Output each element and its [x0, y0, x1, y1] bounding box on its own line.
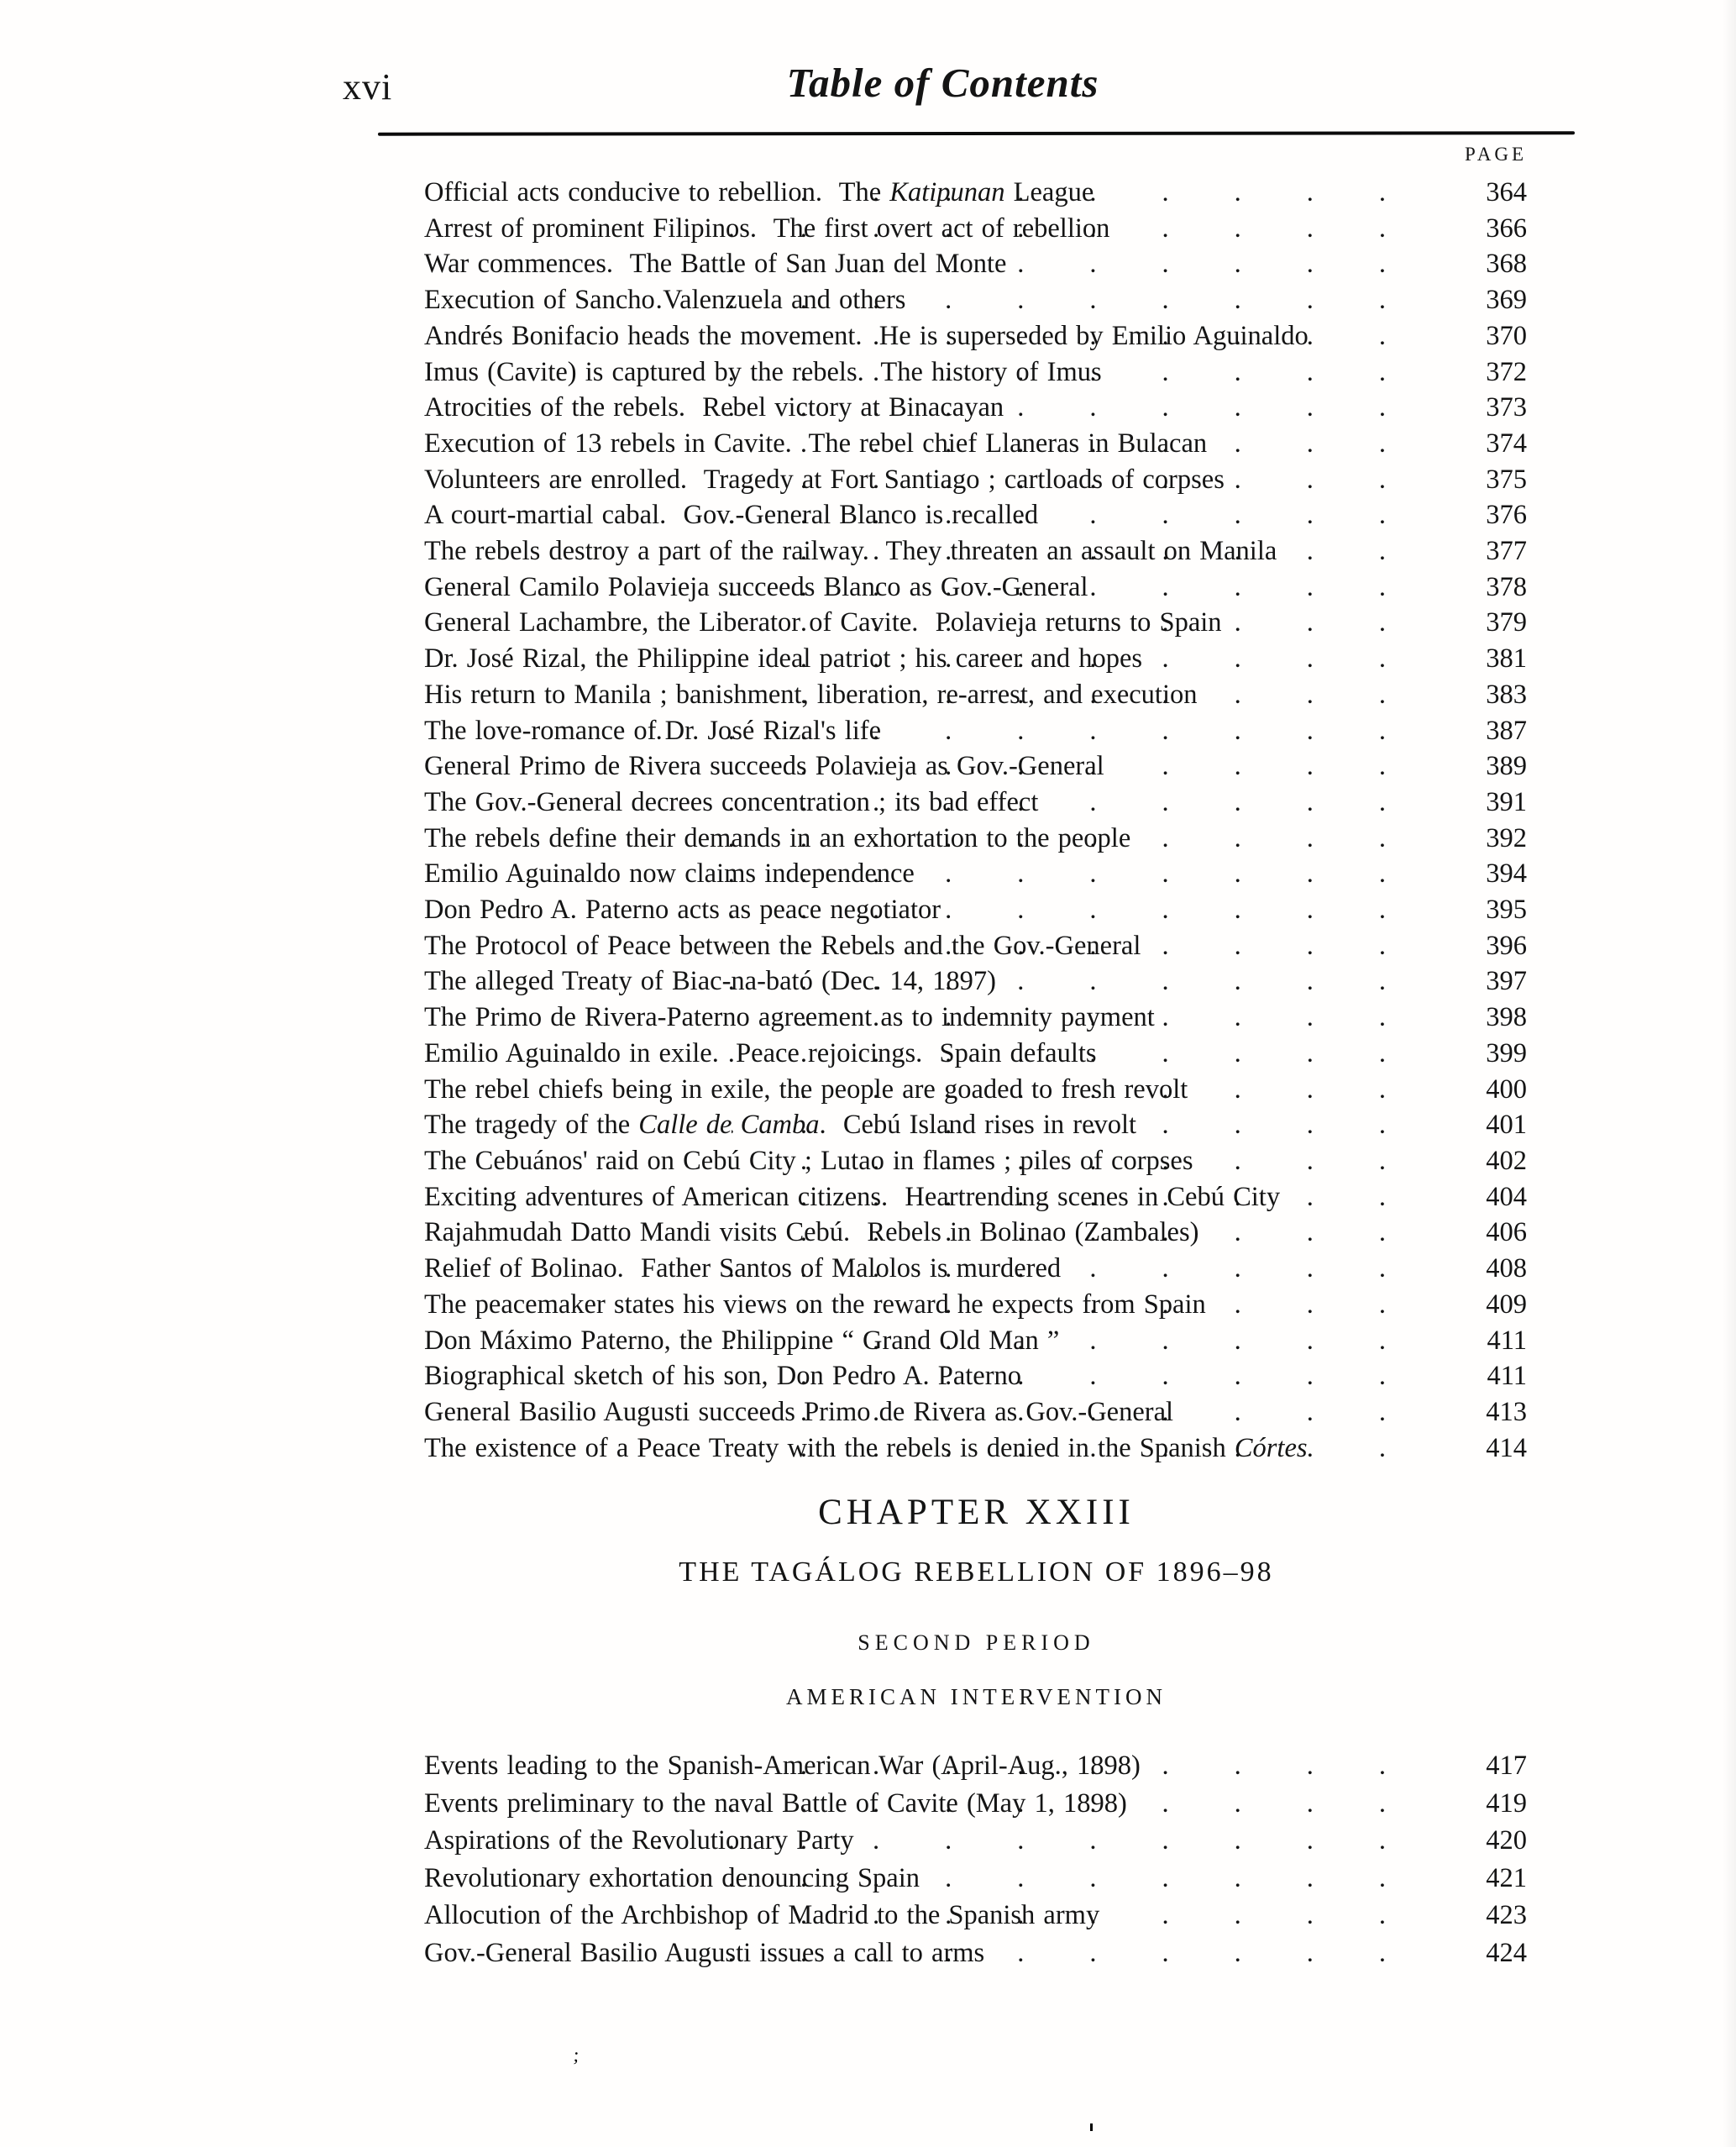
toc-entry-text: Execution of Sancho Valenzuela and others: [424, 285, 906, 316]
toc-entry-page-number: 392: [1486, 822, 1527, 853]
toc-entry-text: Exciting adventures of American citizens. Heartrending scenes in Cebú City: [424, 1181, 1281, 1212]
toc-entry: [424, 1785, 1527, 1823]
toc-entry: [424, 641, 1527, 677]
toc-entry-text: Events leading to the Spanish-American War (April-Aug., 1898): [424, 1751, 1141, 1781]
dot-leader: [719, 175, 1451, 211]
folio-page-number: xvi: [343, 66, 393, 108]
toc-entry-page-number: 370: [1486, 320, 1527, 351]
toc-entry: [424, 1897, 1527, 1934]
toc-entry-page-number: 374: [1486, 428, 1527, 459]
toc-entry-page-number: 421: [1486, 1862, 1527, 1893]
toc-entry-page-number: 366: [1486, 213, 1527, 244]
toc-entry: [424, 282, 1527, 318]
toc-entry-page-number: 373: [1486, 392, 1527, 423]
toc-entry-text: The peacemaker states his views on the reward he expects from Spain: [424, 1289, 1206, 1320]
toc-entry-text: Execution of 13 rebels in Cavite. The rebel chief Llaneras in Bulacan: [424, 428, 1208, 459]
dot-leader: [747, 1143, 1451, 1179]
dot-leader: [771, 1179, 1451, 1215]
toc-entry-page-number: 423: [1486, 1900, 1527, 1931]
toc-entry-page-number: 396: [1486, 930, 1527, 961]
dot-leader: [737, 1000, 1451, 1036]
toc-entry-text: General Basilio Augusti succeeds Primo de Rivera as Gov.-General: [424, 1396, 1174, 1427]
toc-entry-text: General Camilo Polavieja succeeds Blanco as Gov.-General: [424, 571, 1088, 602]
dot-leader: [721, 748, 1451, 785]
toc-entry-text: His return to Manila ; banishment, liberation, re-arrest, and execution: [424, 679, 1198, 710]
toc-entry: [424, 1107, 1527, 1143]
toc-entry: [424, 928, 1527, 964]
dot-leader: [721, 1897, 1451, 1934]
dot-leader: [742, 1394, 1451, 1430]
header-rule-divider: [378, 131, 1575, 135]
dot-leader: [661, 1860, 1451, 1898]
toc-entry-page-number: 369: [1486, 285, 1527, 316]
dot-leader: [756, 605, 1451, 641]
toc-entry-page-number: 377: [1486, 536, 1527, 567]
dot-leader: [752, 426, 1451, 462]
toc-entry-page-number: 419: [1486, 1787, 1527, 1819]
toc-entry-page-number: 420: [1486, 1825, 1527, 1856]
toc-entry-page-number: 379: [1486, 607, 1527, 638]
toc-entry-page-number: 391: [1486, 786, 1527, 817]
toc-entry-page-number: 381: [1486, 643, 1527, 675]
toc-entry-page-number: 368: [1486, 249, 1527, 280]
toc-chapter-list: [424, 1747, 1527, 1972]
toc-entry: [424, 1394, 1527, 1430]
dot-leader: [751, 1287, 1451, 1323]
toc-entry: [424, 570, 1527, 606]
toc-entry: [424, 1179, 1527, 1215]
dot-leader: [688, 963, 1451, 1000]
toc-entry-page-number: 383: [1486, 679, 1527, 710]
dot-leader: [716, 570, 1451, 606]
toc-entry-text: Volunteers are enrolled. Tragedy at Fort Santiago ; cartloads of corpses: [424, 464, 1225, 495]
toc-entry-text: Allocution of the Archbishop of Madrid to the Spanish army: [424, 1900, 1100, 1931]
toc-entry-page-number: 375: [1486, 464, 1527, 495]
toc-entry-text: Andrés Bonifacio heads the movement. He is superseded by Emilio Aguinaldo: [424, 320, 1309, 351]
dot-leader: [657, 282, 1451, 318]
toc-entry-text: The love-romance of Dr. José Rizal's life: [424, 715, 881, 746]
dot-leader: [684, 1934, 1451, 1972]
toc-entry-page-number: 394: [1486, 858, 1527, 890]
dot-leader: [695, 1358, 1451, 1394]
dot-leader: [732, 1107, 1451, 1143]
dot-leader: [637, 1822, 1451, 1860]
toc-entry: [424, 1430, 1527, 1467]
toc-entry-page-number: 395: [1486, 895, 1527, 926]
page-title: Table of Contents: [786, 60, 1099, 106]
toc-entry-page-number: 372: [1486, 356, 1527, 387]
toc-entry-text: The rebels destroy a part of the railway. They threaten an assault on Manila: [424, 536, 1277, 567]
dot-leader: [690, 390, 1451, 426]
toc-entry-text: The Cebuános' raid on Cebú City ; Lutao in flames ; piles of corpses: [424, 1145, 1193, 1176]
toc-entry: [424, 713, 1527, 749]
toc-entry-text: General Primo de Rivera succeeds Polavieja as Gov.-General: [424, 751, 1104, 782]
dot-leader: [708, 1323, 1451, 1359]
toc-entry-text: Emilio Aguinaldo now claims independence: [424, 858, 915, 890]
toc-entry-text: The rebels define their demands in an exhortation to the people: [424, 822, 1131, 853]
toc-entry: [424, 1822, 1527, 1860]
toc-entry: [424, 963, 1527, 1000]
toc-entry: [424, 1860, 1527, 1898]
dot-leader: [720, 1036, 1451, 1072]
toc-entry-text: A court-martial cabal. Gov.-General Blanco is recalled: [424, 500, 1039, 531]
dot-leader: [708, 1251, 1451, 1287]
toc-entry-text: General Lachambre, the Liberator of Cavite. Polavieja returns to Spain: [424, 607, 1222, 638]
toc-entry: [424, 246, 1527, 282]
toc-entry: [424, 1143, 1527, 1179]
toc-entry-page-number: 402: [1486, 1145, 1527, 1176]
chapter-heading: CHAPTER XXIII: [818, 1493, 1135, 1532]
toc-entry-text: Arrest of prominent Filipinos. The first overt act of rebellion: [424, 213, 1110, 244]
toc-entry-text: War commences. The Battle of San Juan del Monte: [424, 249, 1007, 280]
dot-leader: [756, 462, 1451, 498]
toc-entry-page-number: 411: [1487, 1325, 1527, 1356]
toc-entry-text: Dr. José Rizal, the Philippine ideal patriot ; his career and hopes: [424, 643, 1143, 675]
dot-leader: [749, 1215, 1451, 1251]
dot-leader: [648, 713, 1451, 749]
toc-entry: [424, 748, 1527, 785]
chapter-title: THE TAGÁLOG REBELLION OF 1896–98: [679, 1556, 1274, 1588]
toc-entry-text: Aspirations of the Revolutionary Party: [424, 1825, 854, 1856]
toc-entry-page-number: 364: [1486, 177, 1527, 207]
toc-entry: [424, 1323, 1527, 1359]
toc-entry-text: Don Máximo Paterno, the Philippine “ Grand Old Man ”: [424, 1325, 1060, 1356]
toc-entry-text: Emilio Aguinaldo in exile. Peace rejoicings. Spain defaults: [424, 1037, 1097, 1068]
toc-entry: [424, 856, 1527, 892]
dot-leader: [723, 211, 1451, 247]
toc-entry-text: Atrocities of the rebels. Rebel victory at Binacayan: [424, 392, 1004, 423]
toc-entry: [424, 1287, 1527, 1323]
toc-entry: [424, 785, 1527, 821]
toc-entry: [424, 354, 1527, 391]
toc-entry-page-number: 398: [1486, 1002, 1527, 1033]
scan-artifact-squiggle: ;: [573, 2044, 580, 2066]
toc-entry-text: Biographical sketch of his son, Don Pedro A. Paterno: [424, 1361, 1022, 1392]
dot-leader: [730, 821, 1451, 857]
toc-entry-page-number: 389: [1486, 751, 1527, 782]
toc-entry: [424, 892, 1527, 928]
toc-entry: [424, 677, 1527, 713]
toc-entry-page-number: 406: [1486, 1217, 1527, 1248]
toc-entry: [424, 318, 1527, 354]
toc-entry-text: Imus (Cavite) is captured by the rebels. The history of Imus: [424, 356, 1102, 387]
toc-entry-page-number: 400: [1486, 1074, 1527, 1105]
scan-artifact-tick: [1090, 2123, 1093, 2131]
toc-entry: [424, 1000, 1527, 1036]
chapter-section-label: AMERICAN INTERVENTION: [785, 1684, 1167, 1709]
toc-entry-page-number: 401: [1486, 1110, 1527, 1141]
dot-leader: [779, 318, 1451, 354]
toc-entry-text: The Gov.-General decrees concentration ; its bad effect: [424, 786, 1039, 817]
dot-leader: [733, 641, 1451, 677]
chapter-period-label: SECOND PERIOD: [858, 1630, 1095, 1655]
toc-entry: [424, 821, 1527, 857]
toc-entry-text: The tragedy of the Calle de Camba. Cebú Island rises in revolt: [424, 1110, 1137, 1141]
toc-entry-text: Gov.-General Basilio Augusti issues a call to arms: [424, 1937, 985, 1968]
toc-entry-page-number: 387: [1486, 715, 1527, 746]
toc-entry-page-number: 376: [1486, 500, 1527, 531]
toc-entry: [424, 462, 1527, 498]
toc-entry: [424, 1036, 1527, 1072]
toc-entry: [424, 1251, 1527, 1287]
toc-entry-page-number: 397: [1486, 966, 1527, 997]
dot-leader: [721, 354, 1451, 391]
toc-entry: [424, 1934, 1527, 1972]
dot-leader: [732, 1747, 1451, 1785]
toc-entry-text: Official acts conducive to rebellion. The Katipunan League: [424, 177, 1094, 207]
dot-leader: [669, 892, 1451, 928]
page-column-label: PAGE: [1465, 144, 1527, 165]
toc-entry: [424, 1215, 1527, 1251]
dot-leader: [770, 533, 1451, 570]
dot-leader: [779, 1430, 1451, 1467]
toc-entry-page-number: 411: [1487, 1361, 1527, 1392]
toc-main-list: [424, 175, 1527, 1466]
toc-entry-text: The alleged Treaty of Biac-na-bató (Dec. 14, 1897): [424, 966, 996, 997]
toc-entry-text: Rajahmudah Datto Mandi visits Cebú. Rebels in Bolinao (Zambales): [424, 1217, 1199, 1248]
toc-entry-text: Revolutionary exhortation denouncing Spain: [424, 1862, 920, 1893]
dot-leader: [746, 1072, 1451, 1108]
dot-leader: [691, 246, 1451, 282]
toc-entry-page-number: 414: [1486, 1432, 1527, 1463]
toc-entry-page-number: 409: [1486, 1289, 1527, 1320]
toc-entry-page-number: 408: [1486, 1253, 1527, 1284]
dot-leader: [659, 856, 1451, 892]
toc-entry-text: The Protocol of Peace between the Rebels and the Gov.-General: [424, 930, 1141, 961]
toc-entry: [424, 605, 1527, 641]
toc-entry-page-number: 413: [1486, 1396, 1527, 1427]
dot-leader: [701, 785, 1451, 821]
toc-entry-text: The rebel chiefs being in exile, the people are goaded to fresh revolt: [424, 1074, 1188, 1105]
dot-leader: [701, 497, 1451, 533]
toc-entry-page-number: 417: [1486, 1751, 1527, 1781]
toc-entry: [424, 497, 1527, 533]
toc-entry: [424, 390, 1527, 426]
toc-entry-text: Don Pedro A. Paterno acts as peace negotiator: [424, 895, 941, 926]
toc-entry: [424, 175, 1527, 211]
toc-entry: [424, 426, 1527, 462]
dot-leader: [732, 928, 1451, 964]
toc-entry: [424, 211, 1527, 247]
toc-entry: [424, 1747, 1527, 1785]
toc-entry-text: Relief of Bolinao. Father Santos of Malolos is murdered: [424, 1253, 1062, 1284]
toc-entry-text: The Primo de Rivera-Paterno agreement as to indemnity payment: [424, 1002, 1155, 1033]
toc-entry: [424, 533, 1527, 570]
toc-entry-page-number: 404: [1486, 1181, 1527, 1212]
toc-entry: [424, 1358, 1527, 1394]
toc-entry-text: The existence of a Peace Treaty with the rebels is denied in the Spanish Córtes: [424, 1432, 1308, 1463]
dot-leader: [728, 1785, 1451, 1823]
toc-entry: [424, 1072, 1527, 1108]
toc-entry-page-number: 424: [1486, 1937, 1527, 1968]
toc-entry-page-number: 378: [1486, 571, 1527, 602]
dot-leader: [749, 677, 1451, 713]
toc-entry-page-number: 399: [1486, 1037, 1527, 1068]
toc-entry-text: Events preliminary to the naval Battle of Cavite (May 1, 1898): [424, 1787, 1127, 1819]
